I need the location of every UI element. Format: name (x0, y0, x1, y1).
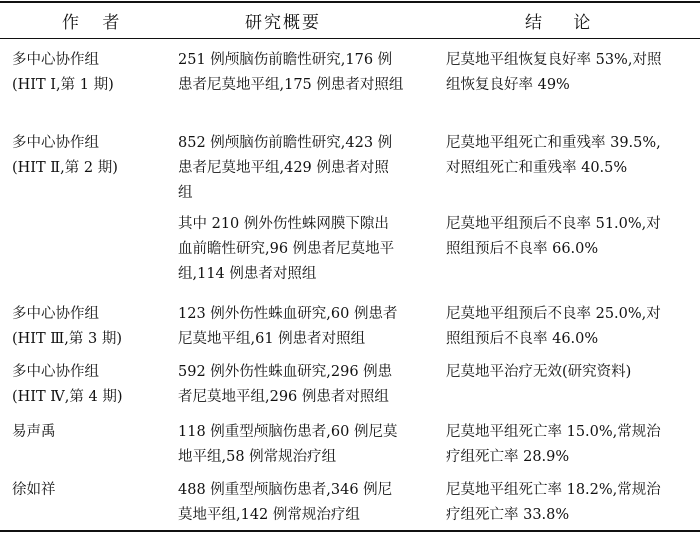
table-row-conclusion (446, 302, 696, 352)
header-rule (0, 38, 700, 39)
study-line: 组 (178, 185, 193, 201)
conclusion-line: 尼莫地平组恢复良好率 53%,对照 (446, 52, 662, 68)
study-line: 莫地平组,142 例常规治疗组 (178, 507, 360, 523)
study-line: 488 例重型颅脑伤患者,346 例尼 (178, 482, 393, 498)
table-row-author (12, 478, 172, 503)
table-row-study (178, 131, 440, 206)
table-row-author (12, 360, 172, 410)
study-line: 118 例重型颅脑伤患者,60 例尼莫 (178, 424, 398, 440)
conclusion-line: 组恢复良好率 49% (446, 77, 570, 93)
header-study-summary: 研究概要 (245, 13, 321, 33)
study-line: 123 例外伤性蛛血研究,60 例患者 (178, 306, 398, 322)
conclusion-line: 对照组死亡和重残率 40.5% (446, 160, 628, 176)
study-line: 地平组,58 例常规治疗组 (178, 449, 337, 465)
table-row-study (178, 212, 440, 287)
table-row-conclusion (446, 48, 696, 98)
study-line: 组,114 例患者对照组 (178, 266, 317, 282)
study-line: 592 例外伤性蛛血研究,296 例患 (178, 364, 393, 380)
author-line: 多中心协作组 (12, 52, 99, 68)
table-row-conclusion (446, 360, 696, 385)
study-line: 其中 210 例外伤性蛛网膜下隙出 (178, 216, 389, 232)
conclusion-line: 尼莫地平组死亡率 18.2%,常规治 (446, 482, 661, 498)
table-row-study (178, 420, 440, 470)
table-row-study (178, 48, 440, 98)
header-conclusion: 结 论 (525, 13, 593, 33)
conclusion-line: 疗组死亡率 33.8% (446, 507, 570, 523)
conclusion-line: 照组预后不良率 46.0% (446, 331, 599, 347)
table-row-study (178, 478, 440, 528)
conclusion-line: 尼莫地平组死亡率 15.0%,常规治 (446, 424, 661, 440)
study-line: 251 例颅脑伤前瞻性研究,176 例 (178, 52, 393, 68)
author-line: 多中心协作组 (12, 135, 99, 151)
table-row-conclusion (446, 478, 696, 528)
study-line: 尼莫地平组,61 例患者对照组 (178, 331, 366, 347)
table-row-author (12, 131, 172, 181)
study-line: 患者尼莫地平组,429 例患者对照 (178, 160, 389, 176)
table-row-author (12, 48, 172, 98)
author-line: (HIT Ⅲ,第 3 期) (12, 331, 123, 347)
study-line: 患者尼莫地平组,175 例患者对照组 (178, 77, 404, 93)
table-row-author (12, 302, 172, 352)
table-bottom-rule (0, 530, 700, 532)
study-line: 者尼莫地平组,296 例患者对照组 (178, 389, 389, 405)
author-line: (HIT Ⅱ,第 2 期) (12, 160, 118, 176)
table-row-study (178, 360, 440, 410)
author-line: 多中心协作组 (12, 364, 99, 380)
conclusion-line: 疗组死亡率 28.9% (446, 449, 570, 465)
conclusion-line: 尼莫地平组预后不良率 51.0%,对 (446, 216, 661, 232)
author-line: 多中心协作组 (12, 306, 99, 322)
author-line: (HIT Ⅳ,第 4 期) (12, 389, 123, 405)
conclusion-line: 照组预后不良率 66.0% (446, 241, 599, 257)
table-row-conclusion (446, 420, 696, 470)
table-row-conclusion (446, 212, 696, 262)
table-row-study (178, 302, 440, 352)
author-line: (HIT Ⅰ,第 1 期) (12, 77, 114, 93)
header-author: 作 者 (62, 13, 122, 33)
table-top-rule (0, 1, 700, 3)
author-line: 易声禹 (12, 424, 56, 440)
study-line: 852 例颅脑伤前瞻性研究,423 例 (178, 135, 393, 151)
conclusion-line: 尼莫地平治疗无效(研究资料) (446, 364, 632, 380)
study-line: 血前瞻性研究,96 例患者尼莫地平 (178, 241, 395, 257)
author-line: 徐如祥 (12, 482, 56, 498)
conclusion-line: 尼莫地平组死亡和重残率 39.5%, (446, 135, 661, 151)
conclusion-line: 尼莫地平组预后不良率 25.0%,对 (446, 306, 661, 322)
table-row-author (12, 420, 172, 445)
table-row-conclusion (446, 131, 696, 181)
